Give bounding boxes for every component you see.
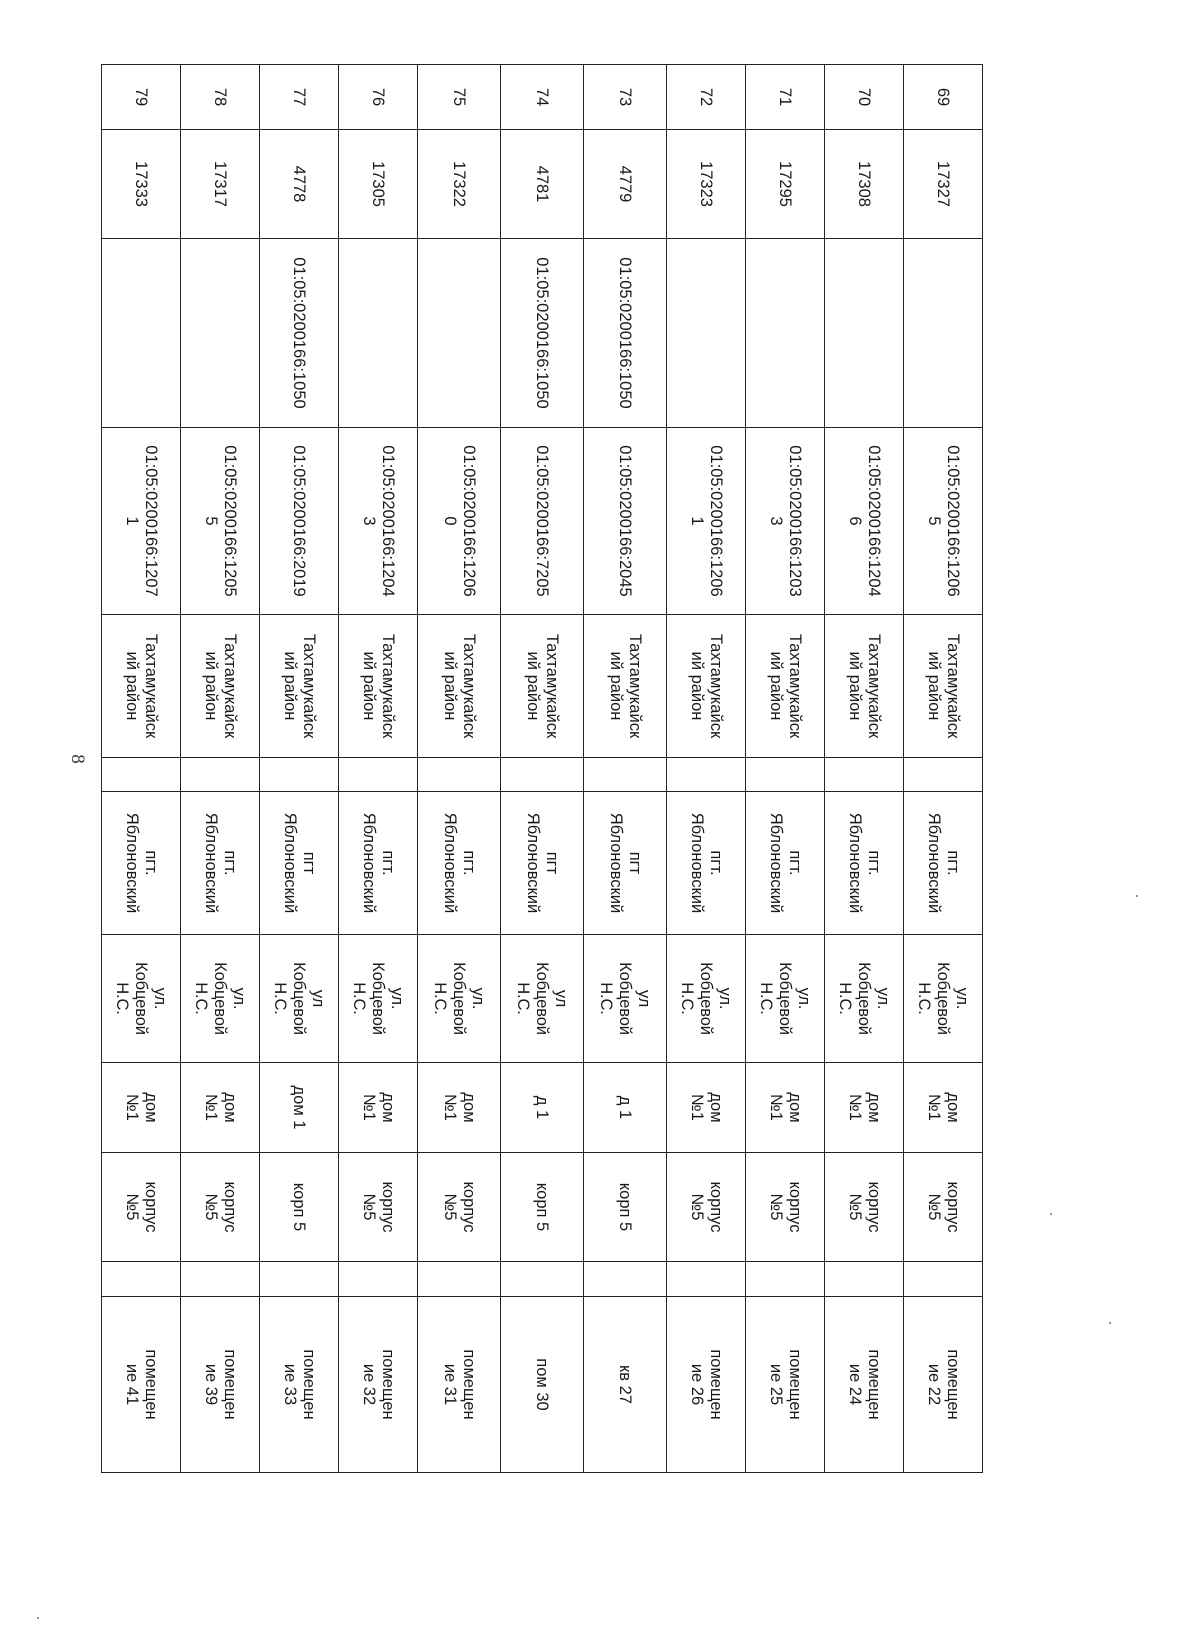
table-row [339,65,418,1473]
cell-street: ул Кобцевой Н.С. [501,935,584,1063]
cell-parent-cadastral-number [181,239,260,428]
cell-registry-number: 4778 [260,130,339,239]
cell-registry-number: 17317 [181,130,260,239]
cell-registry-number: 17322 [418,130,501,239]
cell-house: д 1 [584,1063,667,1153]
cell-building: корпус №5 [746,1153,825,1262]
cell-registry-number: 17323 [667,130,746,239]
cell-parent-cadastral-number: 01:05:0200166:1050 [260,239,339,428]
cell-house: дом №1 [339,1063,418,1153]
cell-street: ул. Кобцевой Н.С. [181,935,260,1063]
cell-number: 69 [904,65,983,130]
cell-cadastral-number: 01:05:0200166:1205 5 [181,428,260,615]
cell-house: дом №1 [181,1063,260,1153]
cell-blank [339,758,418,792]
cell-building: корп 5 [260,1153,339,1262]
cell-parent-cadastral-number [746,239,825,428]
cell-registry-number: 17295 [746,130,825,239]
cell-district: Тахтамукайск ий район [584,615,667,758]
cell-district: Тахтамукайск ий район [418,615,501,758]
cell-blank [584,758,667,792]
cell-number: 76 [339,65,418,130]
table-row [667,65,746,1473]
cell-premises: помещен ие 39 [181,1297,260,1473]
cell-number: 79 [102,65,181,130]
cell-cadastral-number: 01:05:0200166:1203 3 [746,428,825,615]
cell-locality: пгт. Яблоновский [904,792,983,935]
cell-parent-cadastral-number [825,239,904,428]
cell-cadastral-number: 01:05:0200166:2045 [584,428,667,615]
cell-number: 70 [825,65,904,130]
scan-speck [1109,1322,1111,1324]
cell-blank [825,758,904,792]
cell-blank-extra [667,1262,746,1297]
cell-premises: помещен ие 31 [418,1297,501,1473]
cell-blank-extra [339,1262,418,1297]
cell-blank-extra [584,1262,667,1297]
cell-blank-extra [260,1262,339,1297]
cell-parent-cadastral-number [904,239,983,428]
cell-number: 78 [181,65,260,130]
cell-building: корпус №5 [418,1153,501,1262]
cell-cadastral-number: 01:05:0200166:1207 1 [102,428,181,615]
cell-blank [746,758,825,792]
cell-registry-number: 17305 [339,130,418,239]
cell-cadastral-number: 01:05:0200166:7205 [501,428,584,615]
cell-number: 77 [260,65,339,130]
cell-registry-number: 17327 [904,130,983,239]
cell-parent-cadastral-number [102,239,181,428]
cell-street: ул. Кобцевой Н.С. [825,935,904,1063]
cell-building: корп 5 [501,1153,584,1262]
scan-speck [37,1617,39,1619]
cell-building: корпус №5 [904,1153,983,1262]
cell-locality: пгт Яблоновский [260,792,339,935]
cell-number: 74 [501,65,584,130]
cell-blank [667,758,746,792]
cell-district: Тахтамукайск ий район [260,615,339,758]
cell-street: ул. Кобцевой Н.С. [746,935,825,1063]
cell-building: корпус №5 [102,1153,181,1262]
cell-premises: помещен ие 22 [904,1297,983,1473]
cell-premises: помещен ие 41 [102,1297,181,1473]
cell-house: дом №1 [418,1063,501,1153]
cell-parent-cadastral-number [339,239,418,428]
cell-house: дом №1 [904,1063,983,1153]
cell-locality: пгт Яблоновский [584,792,667,935]
cell-locality: пгт. Яблоновский [418,792,501,935]
cell-premises: пом 30 [501,1297,584,1473]
cell-building: корпус №5 [825,1153,904,1262]
cell-house: дом №1 [102,1063,181,1153]
cell-blank-extra [181,1262,260,1297]
cell-registry-number: 4781 [501,130,584,239]
cell-street: ул. Кобцевой Н.С. [904,935,983,1063]
cell-premises: помещен ие 33 [260,1297,339,1473]
cell-locality: пгт. Яблоновский [746,792,825,935]
cell-locality: пгт. Яблоновский [339,792,418,935]
cell-locality: пгт. Яблоновский [181,792,260,935]
cell-district: Тахтамукайск ий район [746,615,825,758]
scan-speck [1136,895,1138,897]
table-row [904,65,983,1473]
cell-blank [904,758,983,792]
cell-blank-extra [501,1262,584,1297]
table-row [501,65,584,1473]
cell-house: дом №1 [667,1063,746,1153]
cell-blank [501,758,584,792]
cell-house: д 1 [501,1063,584,1153]
cell-street: ул. Кобцевой Н.С. [418,935,501,1063]
cell-locality: пгт Яблоновский [501,792,584,935]
cell-district: Тахтамукайск ий район [102,615,181,758]
cell-number: 75 [418,65,501,130]
cell-parent-cadastral-number [418,239,501,428]
cell-premises: помещен ие 24 [825,1297,904,1473]
table-row [181,65,260,1473]
cell-district: Тахтамукайск ий район [904,615,983,758]
cell-district: Тахтамукайск ий район [501,615,584,758]
cell-district: Тахтамукайск ий район [667,615,746,758]
cell-locality: пгт. Яблоновский [825,792,904,935]
cell-blank-extra [904,1262,983,1297]
cell-house: дом №1 [746,1063,825,1153]
table-row [584,65,667,1473]
cell-building: корп 5 [584,1153,667,1262]
cell-street: ул Кобцевой Н.С. [260,935,339,1063]
cell-cadastral-number: 01:05:0200166:1206 5 [904,428,983,615]
cell-district: Тахтамукайск ий район [181,615,260,758]
cell-blank-extra [102,1262,181,1297]
cell-street: ул. Кобцевой Н.С. [102,935,181,1063]
cell-blank [260,758,339,792]
cell-registry-number: 4779 [584,130,667,239]
cell-cadastral-number: 01:05:0200166:1204 6 [825,428,904,615]
cell-house: дом №1 [825,1063,904,1153]
cell-blank-extra [418,1262,501,1297]
cell-premises: помещен ие 26 [667,1297,746,1473]
cell-building: корпус №5 [339,1153,418,1262]
cell-building: корпус №5 [181,1153,260,1262]
cell-parent-cadastral-number: 01:05:0200166:1050 [501,239,584,428]
cell-registry-number: 17308 [825,130,904,239]
cell-number: 73 [584,65,667,130]
cell-cadastral-number: 01:05:0200166:1204 3 [339,428,418,615]
table-row [260,65,339,1473]
cell-premises: кв 27 [584,1297,667,1473]
cell-street: ул. Кобцевой Н.С. [667,935,746,1063]
table-row [102,65,181,1473]
cell-cadastral-number: 01:05:0200166:1206 0 [418,428,501,615]
cell-blank-extra [746,1262,825,1297]
cell-parent-cadastral-number: 01:05:0200166:1050 [584,239,667,428]
cell-number: 71 [746,65,825,130]
cell-parent-cadastral-number [667,239,746,428]
cell-district: Тахтамукайск ий район [825,615,904,758]
registry-table-body [102,65,983,1473]
cell-district: Тахтамукайск ий район [339,615,418,758]
cell-street: ул. Кобцевой Н.С. [339,935,418,1063]
cell-blank [181,758,260,792]
cell-premises: помещен ие 32 [339,1297,418,1473]
page-number: 8 [66,754,88,764]
table-row [418,65,501,1473]
cell-blank [418,758,501,792]
cell-blank-extra [825,1262,904,1297]
cell-street: ул Кобцевой Н.С. [584,935,667,1063]
table-row [825,65,904,1473]
cell-cadastral-number: 01:05:0200166:1206 1 [667,428,746,615]
registry-table [101,64,983,1473]
cell-premises: помещен ие 25 [746,1297,825,1473]
cell-cadastral-number: 01:05:0200166:2019 [260,428,339,615]
table-row [746,65,825,1473]
scan-speck [1050,1213,1052,1215]
cell-registry-number: 17333 [102,130,181,239]
cell-locality: пгт. Яблоновский [667,792,746,935]
cell-blank [102,758,181,792]
registry-table-wrapper [113,64,983,1472]
cell-building: корпус №5 [667,1153,746,1262]
cell-locality: пгт. Яблоновский [102,792,181,935]
cell-house: дом 1 [260,1063,339,1153]
cell-number: 72 [667,65,746,130]
